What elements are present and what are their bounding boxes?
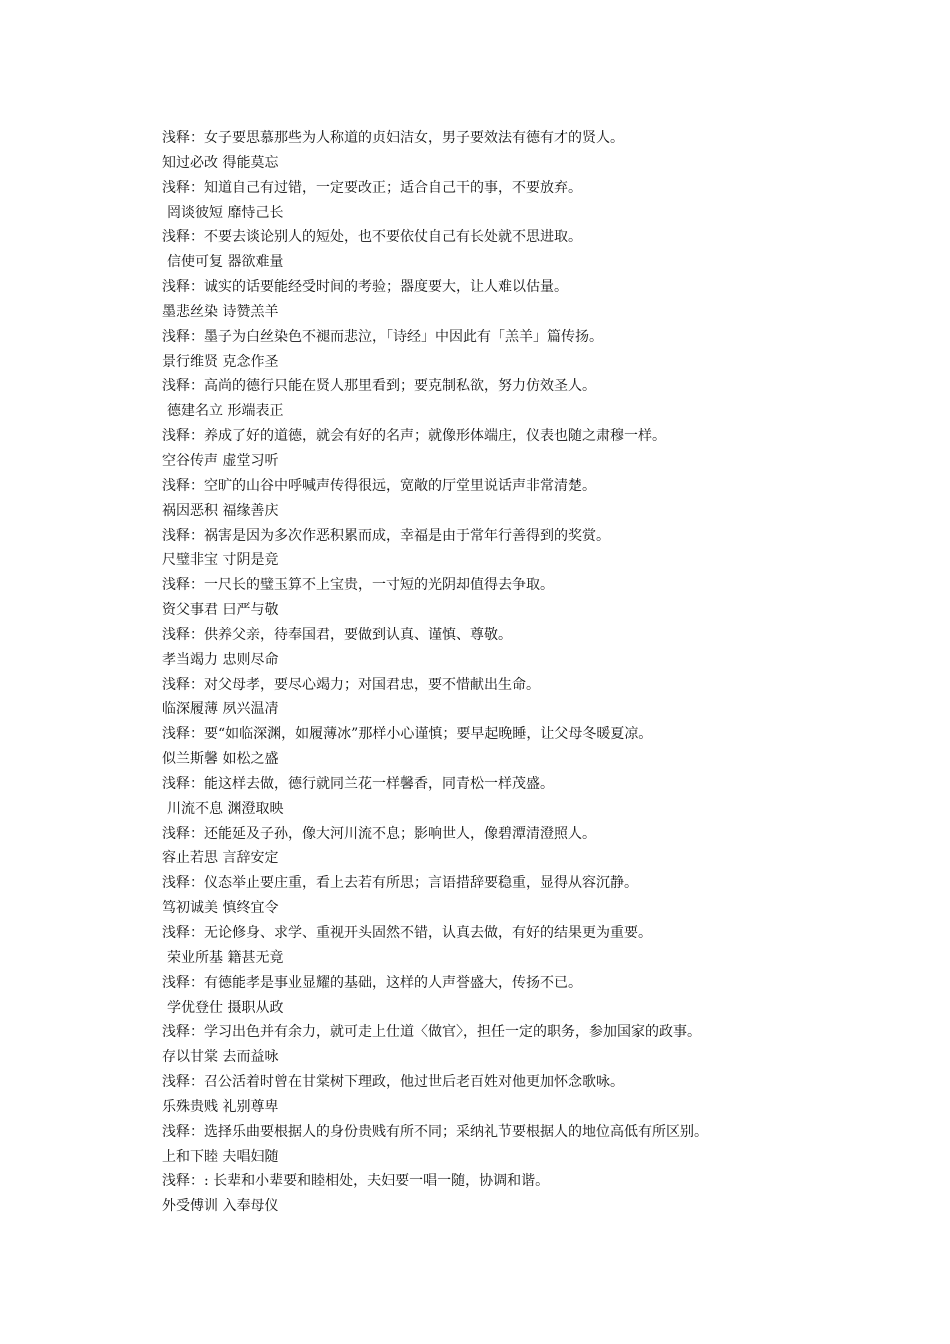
verse-line: 罔谈彼短 靡恃己长 — [167, 204, 284, 221]
verse-line: 孝当竭力 忠则尽命 — [162, 651, 279, 668]
document-page — [162, 126, 902, 1219]
explanation-line: 浅释：仪态举止要庄重，看上去若有所思；言语措辞要稳重，显得从容沉静。 — [162, 875, 638, 892]
verse-line: 乐殊贵贱 礼别尊卑 — [162, 1098, 279, 1115]
explanation-line: 浅释：能这样去做，德行就同兰花一样馨香，同青松一样茂盛。 — [162, 775, 554, 792]
verse-line: 知过必改 得能莫忘 — [162, 154, 279, 171]
verse-line: 存以甘棠 去而益咏 — [162, 1049, 279, 1066]
explanation-line: 浅释：要“如临深渊，如履薄冰”那样小心谨慎；要早起晚睡，让父母冬暖夏凉。 — [162, 726, 653, 743]
explanation-line: 浅释：不要去谈论别人的短处，也不要依仗自己有长处就不思进取。 — [162, 229, 582, 246]
explanation-line: 浅释：有德能孝是事业显耀的基础，这样的人声誉盛大，传扬不已。 — [162, 974, 582, 991]
explanation-line: 浅释：一尺长的璧玉算不上宝贵，一寸短的光阴却值得去争取。 — [162, 577, 554, 594]
verse-line: 空谷传声 虚堂习听 — [162, 452, 279, 469]
verse-line: 学优登仕 摄职从政 — [167, 999, 284, 1016]
explanation-line: 浅释：: 长辈和小辈要和睦相处，夫妇要一唱一随，协调和谐。 — [162, 1173, 550, 1190]
verse-line: 信使可复 器欲难量 — [167, 254, 284, 271]
verse-line: 川流不息 渊澄取映 — [167, 800, 284, 817]
explanation-line: 浅释：知道自己有过错，一定要改正；适合自己干的事，不要放弃。 — [162, 179, 582, 196]
explanation-line: 浅释：空旷的山谷中呼喊声传得很远，宽敞的厅堂里说话声非常清楚。 — [162, 477, 596, 494]
explanation-line: 浅释：高尚的德行只能在贤人那里看到；要克制私欲，努力仿效圣人。 — [162, 378, 596, 395]
verse-line: 外受傅训 入奉母仪 — [162, 1198, 279, 1215]
explanation-line: 浅释：供养父亲，待奉国君，要做到认真、谨慎、尊敬。 — [162, 626, 512, 643]
verse-line: 祸因恶积 福缘善庆 — [162, 502, 279, 519]
explanation-line: 浅释：选择乐曲要根据人的身份贵贱有所不同；采纳礼节要根据人的地位高低有所区别。 — [162, 1123, 708, 1140]
verse-line: 容止若思 言辞安定 — [162, 850, 279, 867]
verse-line: 上和下睦 夫唱妇随 — [162, 1148, 279, 1165]
verse-line: 景行维贤 克念作圣 — [162, 353, 279, 370]
verse-line: 德建名立 形端表正 — [167, 403, 284, 420]
explanation-line: 浅释：召公活着时曾在甘棠树下理政，他过世后老百姓对他更加怀念歌咏。 — [162, 1074, 624, 1091]
explanation-line: 浅释：还能延及子孙，像大河川流不息；影响世人，像碧潭清澄照人。 — [162, 825, 596, 842]
verse-line: 尺璧非宝 寸阴是竞 — [162, 552, 279, 569]
explanation-line: 浅释：诚实的话要能经受时间的考验；器度要大，让人难以估量。 — [162, 279, 568, 296]
verse-line: 似兰斯馨 如松之盛 — [162, 751, 279, 768]
explanation-line: 浅释：对父母孝，要尽心竭力；对国君忠，要不惜献出生命。 — [162, 676, 540, 693]
explanation-line: 浅释：无论修身、求学、重视开头固然不错，认真去做，有好的结果更为重要。 — [162, 925, 652, 941]
explanation-line: 浅释：墨子为白丝染色不褪而悲泣，「诗经」中因此有「羔羊」篇传扬。 — [162, 328, 603, 345]
verse-line: 荣业所基 籍甚无竟 — [167, 949, 284, 966]
verse-line: 笃初诚美 慎终宜令 — [162, 900, 279, 917]
explanation-line: 浅释：女子要思慕那些为人称道的贞妇洁女，男子要效法有德有才的贤人。 — [162, 130, 624, 146]
verse-line: 墨悲丝染 诗赞羔羊 — [162, 303, 279, 320]
verse-line: 临深履薄 夙兴温凊 — [162, 701, 279, 718]
explanation-line: 浅释：养成了好的道德，就会有好的名声；就像形体端庄，仪表也随之肃穆一样。 — [162, 428, 666, 445]
explanation-line: 浅释：祸害是因为多次作恶积累而成，幸福是由于常年行善得到的奖赏。 — [162, 527, 610, 544]
verse-line: 资父事君 曰严与敬 — [162, 602, 279, 619]
explanation-line: 浅释：学习出色并有余力，就可走上仕道〈做官〉，担任一定的职务，参加国家的政事。 — [162, 1024, 701, 1041]
